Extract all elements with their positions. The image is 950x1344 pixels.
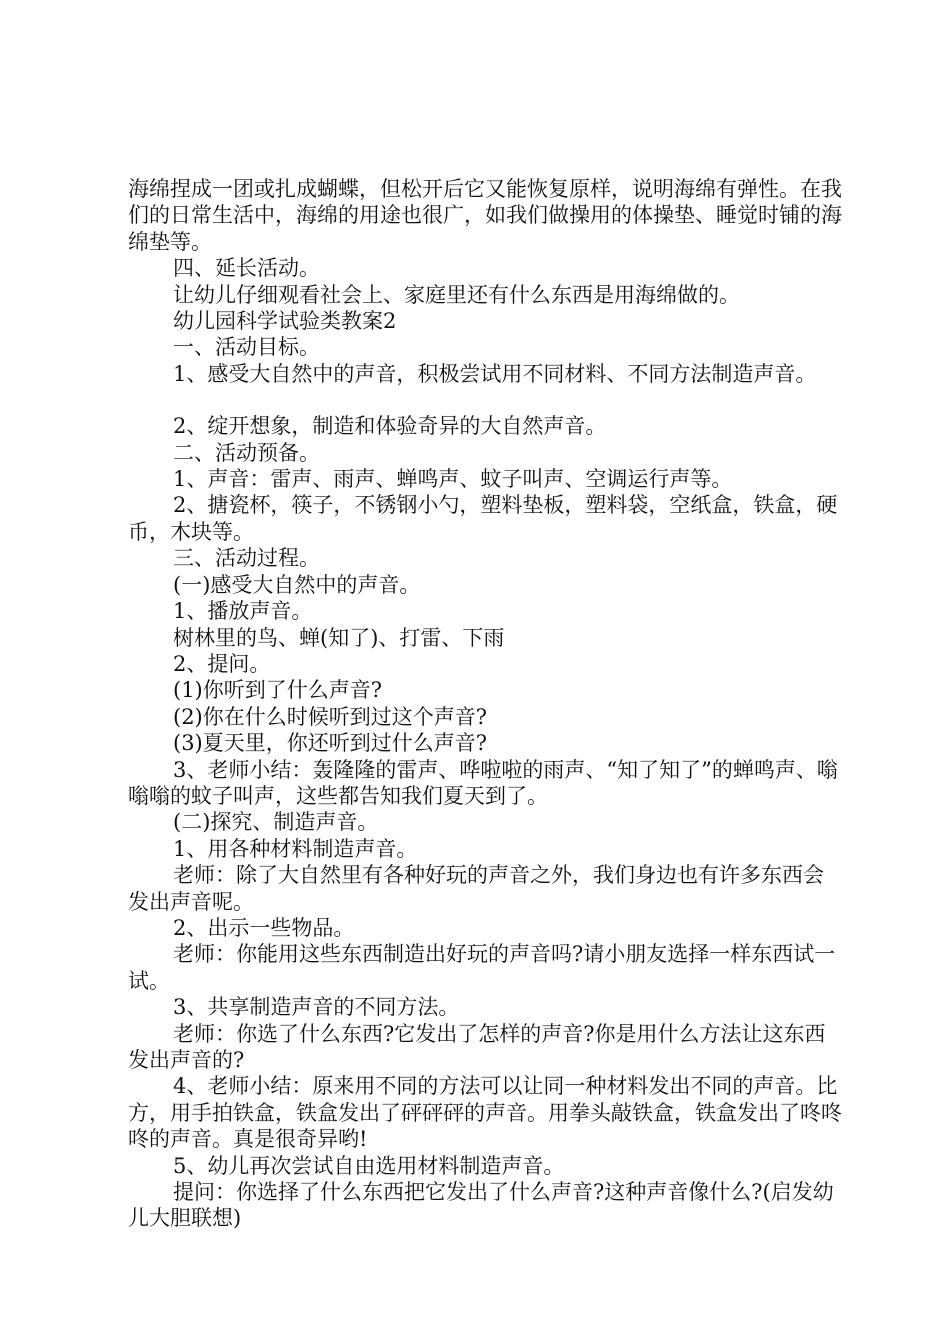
paragraph: 老师：你能用这些东西制造出好玩的声音吗?请小朋友选择一样东西试一试。 bbox=[128, 942, 836, 993]
paragraph: 1、用各种材料制造声音。 bbox=[173, 836, 418, 861]
paragraph: 老师：你选了什么东西?它发出了怎样的声音?你是用什么方法让这东西发出声音的? bbox=[128, 1021, 826, 1072]
paragraph: (二)探究、制造声音。 bbox=[173, 810, 379, 835]
paragraph: 1、播放声音。 bbox=[173, 599, 313, 624]
paragraph: 2、提问。 bbox=[173, 651, 271, 676]
paragraph: 海绵捏成一团或扎成蝴蝶，但松开后它又能恢复原样，说明海绵有弹性。在我们的日常生活中，海绵的用途也很广，如我们做操用的体操垫、睡觉时铺的海绵垫等。 bbox=[128, 177, 842, 254]
paragraph: 老师：除了大自然里有各种好玩的声音之外，我们身边也有许多东西会发出声音呢。 bbox=[128, 863, 824, 914]
paragraph: 让幼儿仔细观看社会上、家庭里还有什么东西是用海绵做的。 bbox=[173, 282, 740, 307]
paragraph: 2、搪瓷杯，筷子，不锈钢小勺，塑料垫板，塑料袋，空纸盒，铁盒，硬币，木块等。 bbox=[128, 493, 838, 544]
paragraph: 三、活动过程。 bbox=[173, 546, 320, 571]
paragraph: 1、感受大自然中的声音，积极尝试用不同材料、不同方法制造声音。 bbox=[173, 361, 817, 386]
paragraph: 一、活动目标。 bbox=[173, 335, 320, 360]
paragraph: 3、老师小结：轰隆隆的雷声、哗啦啦的雨声、“知了知了”的蝉鸣声、嗡嗡嗡的蚊子叫声，这些都告知我们夏天到了。 bbox=[128, 757, 838, 808]
paragraph: 四、延长活动。 bbox=[173, 256, 320, 281]
paragraph: 提问：你选择了什么东西把它发出了什么声音?这种声音像什么?(启发幼儿大胆联想) bbox=[128, 1180, 834, 1231]
paragraph: (一)感受大自然中的声音。 bbox=[173, 572, 421, 597]
paragraph: (2)你在什么时候听到过这个声音? bbox=[173, 704, 488, 729]
paragraph: 二、活动预备。 bbox=[173, 440, 320, 465]
paragraph: (3)夏天里，你还听到过什么声音? bbox=[173, 731, 488, 756]
paragraph: (1)你听到了什么声音? bbox=[173, 678, 383, 703]
paragraph: 3、共享制造声音的不同方法。 bbox=[173, 995, 460, 1020]
paragraph: 4、老师小结：原来用不同的方法可以让同一种材料发出不同的声音。比方，用手拍铁盒，铁盒发出了砰砰砰的声音。用拳头敲铁盒，铁盒发出了咚咚咚的声音。真是很奇异哟! bbox=[128, 1074, 842, 1152]
paragraph: 树林里的鸟、蝉(知了)、打雷、下雨 bbox=[173, 625, 505, 650]
paragraph: 1、声音：雷声、雨声、蝉鸣声、蚊子叫声、空调运行声等。 bbox=[173, 467, 733, 492]
document-body bbox=[128, 176, 844, 1232]
paragraph: 5、幼儿再次尝试自由选用材料制造声音。 bbox=[173, 1153, 565, 1178]
paragraph: 2、绽开想象，制造和体验奇异的大自然声音。 bbox=[173, 414, 607, 439]
paragraph: 幼儿园科学试验类教案2 bbox=[173, 309, 397, 334]
paragraph: 2、出示一些物品。 bbox=[173, 915, 355, 940]
